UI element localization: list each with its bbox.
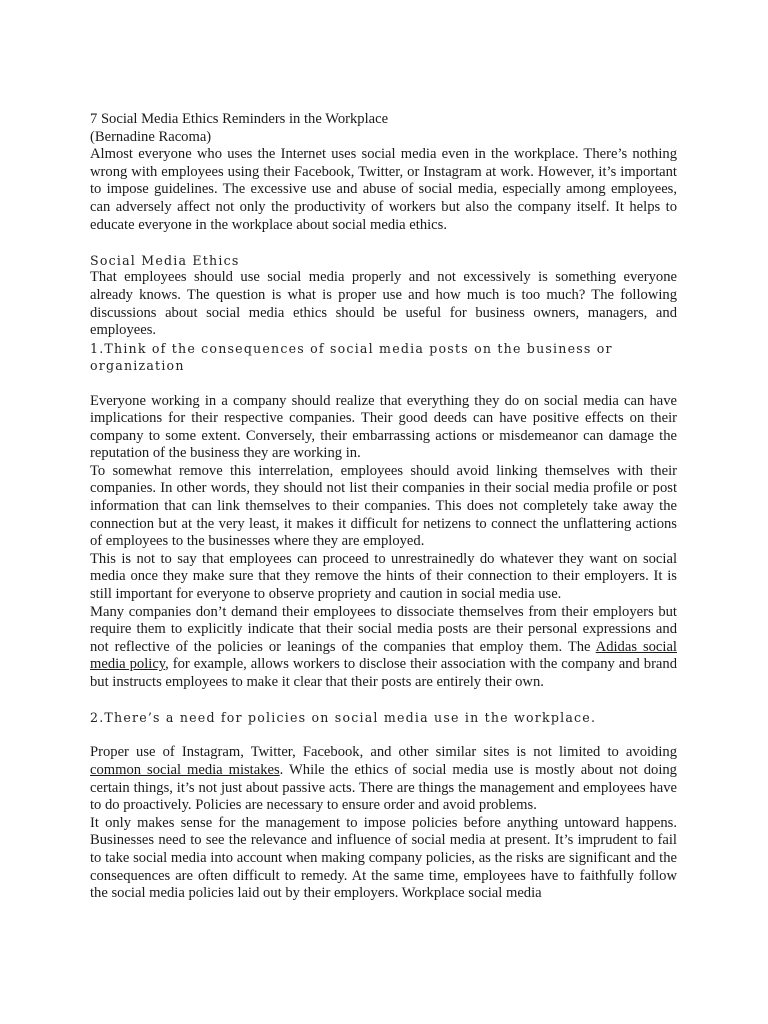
paragraph-text: Many companies don’t demand their employees to dissociate themselves from their employers but require them to explicitly indicate that their social media posts are their personal expressions and not reflective of the policies or leanings of the companies that employ them. The [90,603,677,655]
social-media-mistakes-link[interactable]: common social media mistakes [90,761,280,778]
spacer [90,727,677,745]
point-2-heading: 2.There’s a need for policies on social media use in the workplace. [90,710,597,726]
spacer [90,375,677,393]
intro-paragraph: Almost everyone who uses the Internet uses social media even in the workplace. There’s nothing wrong with employees using their Facebook, Twitter, or Instagram at work. However, it’s important to impose guidelines. The excessive use and abuse of social media, especially among employees, can adversely affect not only the productivity of workers but also the company itself. It helps to educate everyone in the workplace about social media ethics. [90,146,677,233]
point-2-paragraph-2: It only makes sense for the management to impose policies before anything untoward happens. Businesses need to see the relevance and influence of social media at present. It’s imprudent to fail to take social media into account when making company policies, as the risks are significant and the consequences are often difficult to remedy. At the same time, employees have to faithfully follow the social media policies laid out by their employers. Workplace social media [90,814,677,902]
point-1-paragraph-2: To somewhat remove this interrelation, employees should avoid linking themselves with their companies. In other words, they should not list their companies in their social media profile or post information that can link themselves to their companies. This does not completely take away the connection but at the very least, it makes it difficult for netizens to connect the unflattering actions of employees to the businesses where they are employed. [90,462,677,550]
point-1-heading: 1.Think of the consequences of social media posts on the business or organization [90,340,613,374]
document-author: (Bernadine Racoma) [90,128,212,145]
section-heading: Social Media Ethics [90,252,240,268]
adidas-policy-link[interactable]: Adidas social media policy [90,638,677,673]
spacer [90,234,677,252]
paragraph-text: . While the ethics of social media use is mostly about not doing certain things, it’s not just about passive acts. There are things the management and employees have to do proactively. Policies are necessary to ensure order and avoid problems. [90,761,677,814]
paragraph-text: , for example, allows workers to disclose their association with the company and brand but instructs employees to make it clear that their posts are entirely their own. [90,656,677,690]
document-body [90,111,677,903]
spacer [90,692,677,710]
document-title: 7 Social Media Ethics Reminders in the Workplace [90,111,389,127]
point-1-paragraph-3: This is not to say that employees can proceed to unrestrainedly do whatever they want on social media once they make sure that they remove the hints of their connection to their employers. It is still important for everyone to observe propriety and caution in social media use. [90,550,677,603]
section-intro-paragraph: That employees should use social media properly and not excessively is something everyone already knows. The question is what is proper use and how much is too much? The following discussions about social media ethics should be useful for business owners, managers, and employees. [90,269,677,339]
point-1-paragraph-1: Everyone working in a company should realize that everything they do on social media can have implications for their respective companies. Their good deeds can have positive effects on their company to some extent. Conversely, their embarrassing actions or misdemeanor can damage the reputation of the business they are working in. [90,392,677,462]
point-1-paragraph-4 [90,604,677,692]
point-2-paragraph-1 [90,744,677,814]
paragraph-text: Proper use of Instagram, Twitter, Facebook, and other similar sites is not limited to avoiding [90,744,677,761]
